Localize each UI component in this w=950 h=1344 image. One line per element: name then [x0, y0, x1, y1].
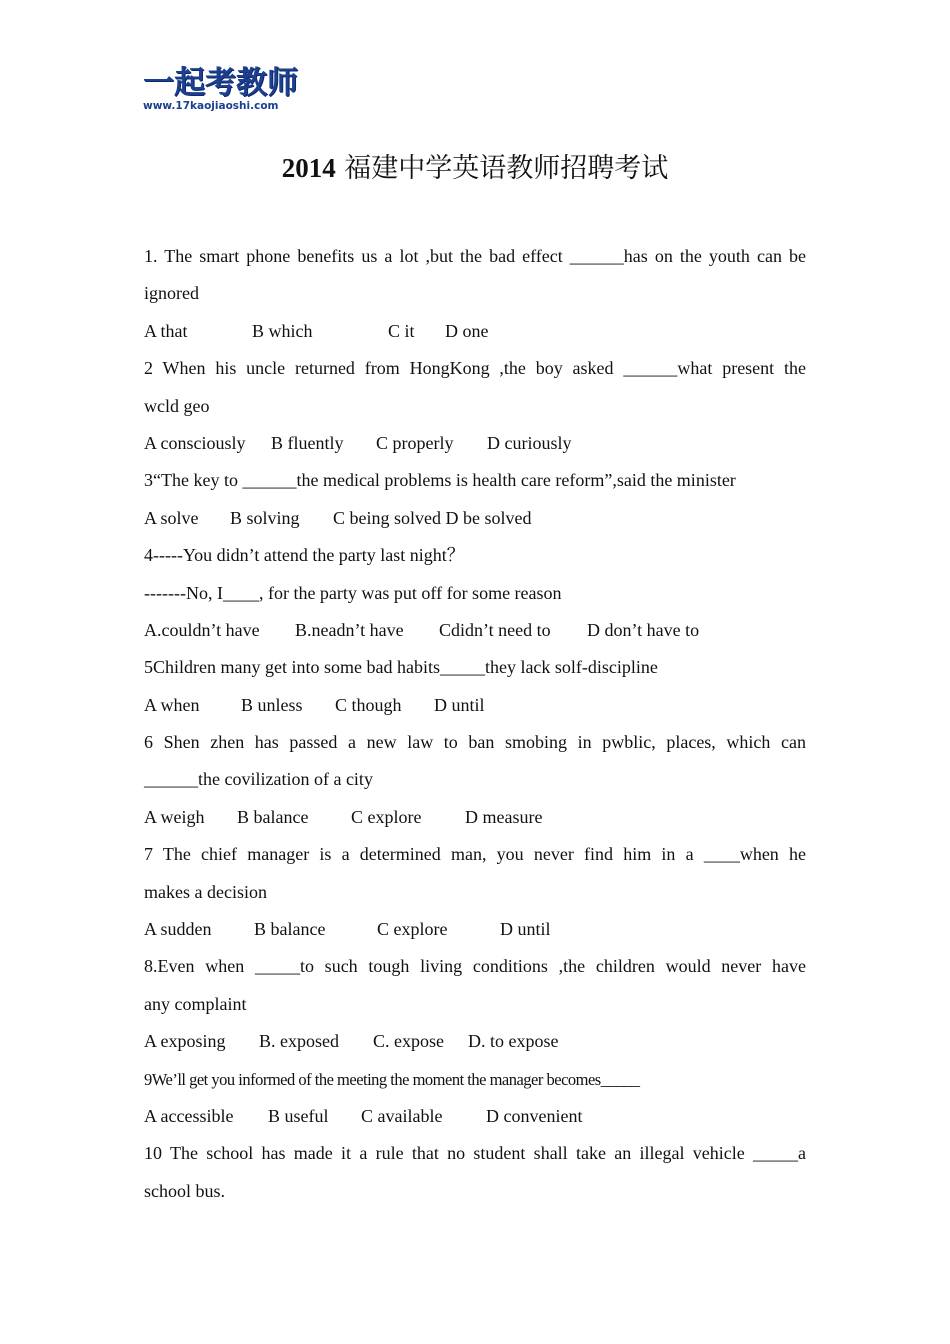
question-list	[144, 238, 806, 1210]
logo-url: www.17kaojiaoshi.com	[143, 100, 279, 112]
option-d: D one	[445, 320, 489, 341]
option-a: A weigh	[144, 806, 205, 827]
option-c: C it	[388, 320, 415, 341]
option-d: D don’t have to	[587, 619, 700, 640]
question-9-options	[144, 1098, 806, 1135]
question-3-options	[144, 500, 806, 537]
question-7-options	[144, 911, 806, 948]
question-10-text-line-1: 10 The school has made it a rule that no student shall take an illegal vehicle _____a	[144, 1143, 806, 1164]
question-2-options	[144, 425, 806, 462]
question-9-text-line-1: 9We’ll get you informed of the meeting the moment the manager becomes_____	[144, 1069, 640, 1089]
question-2-text-line-2: wcld geo	[144, 395, 210, 416]
option-d: D convenient	[486, 1105, 583, 1126]
option-b: B fluently	[271, 432, 344, 453]
option-a: A consciously	[144, 432, 246, 453]
question-5-text-line-1: 5Children many get into some bad habits_____they lack solf-discipline	[144, 657, 658, 678]
question-1-text-line-2: ignored	[144, 283, 199, 304]
option-d: D. to expose	[468, 1031, 559, 1052]
option-b: B. exposed	[259, 1031, 339, 1052]
option-a: A.couldn’t have	[144, 619, 260, 640]
option-b: B.neadn’t have	[295, 619, 404, 640]
option-c: C being solved D be solved	[333, 507, 532, 528]
page-title	[0, 148, 950, 189]
option-d: D until	[434, 694, 485, 715]
logo	[143, 66, 308, 114]
question-8-text-line-2: any complaint	[144, 993, 247, 1014]
logo-title: 一起考教师	[143, 65, 298, 101]
option-c: C explore	[377, 919, 448, 940]
question-7-text-line-1: 7 The chief manager is a determined man, you never find him in a ____when he	[144, 844, 806, 865]
option-b: B balance	[237, 806, 309, 827]
option-c: Cdidn’t need to	[439, 619, 551, 640]
question-7-text-line-2: makes a decision	[144, 881, 267, 902]
option-b: B balance	[254, 919, 326, 940]
option-a: A solve	[144, 507, 199, 528]
option-c: C explore	[351, 806, 422, 827]
option-c: C properly	[376, 432, 454, 453]
question-10-text-line-2: school bus.	[144, 1180, 225, 1201]
title-text: 福建中学英语教师招聘考试	[344, 153, 669, 184]
question-6-text-line-1: 6 Shen zhen has passed a new law to ban smobing in pwblic, places, which can	[144, 732, 806, 753]
option-b: B useful	[268, 1105, 329, 1126]
option-a: A when	[144, 694, 200, 715]
option-c: C. expose	[373, 1031, 444, 1052]
question-4-options	[144, 612, 806, 649]
option-d: D curiously	[487, 432, 572, 453]
question-4-text-line-1: 4-----You didn’t attend the party last night？	[144, 545, 465, 566]
question-4-text-line-2: -------No, I____, for the party was put off for some reason	[144, 582, 562, 603]
title-year: 2014	[281, 153, 336, 183]
question-1-text-line-1: 1. The smart phone benefits us a lot ,but the bad effect ______has on the youth can be	[144, 246, 806, 266]
option-a: A that	[144, 320, 188, 341]
question-5-options	[144, 687, 806, 724]
question-6-text-line-2: ______the covilization of a city	[144, 769, 373, 790]
option-b: B unless	[241, 694, 303, 715]
option-d: D until	[500, 919, 551, 940]
option-d: D measure	[465, 806, 543, 827]
question-6-options	[144, 799, 806, 836]
option-b: B solving	[230, 507, 300, 528]
option-a: A exposing	[144, 1031, 226, 1052]
option-b: B which	[252, 320, 313, 341]
question-8-options	[144, 1023, 806, 1060]
question-2-text-line-1: 2 When his uncle returned from HongKong ,the boy asked ______what present the	[144, 358, 806, 379]
question-3-text-line-1: 3“The key to ______the medical problems is health care reform”,said the minister	[144, 470, 736, 491]
question-1-options	[144, 313, 806, 350]
option-a: A accessible	[144, 1105, 234, 1126]
option-c: C available	[361, 1105, 443, 1126]
option-c: C though	[335, 694, 402, 715]
question-8-text-line-1: 8.Even when _____to such tough living conditions ,the children would never have	[144, 956, 806, 977]
option-a: A sudden	[144, 919, 212, 940]
